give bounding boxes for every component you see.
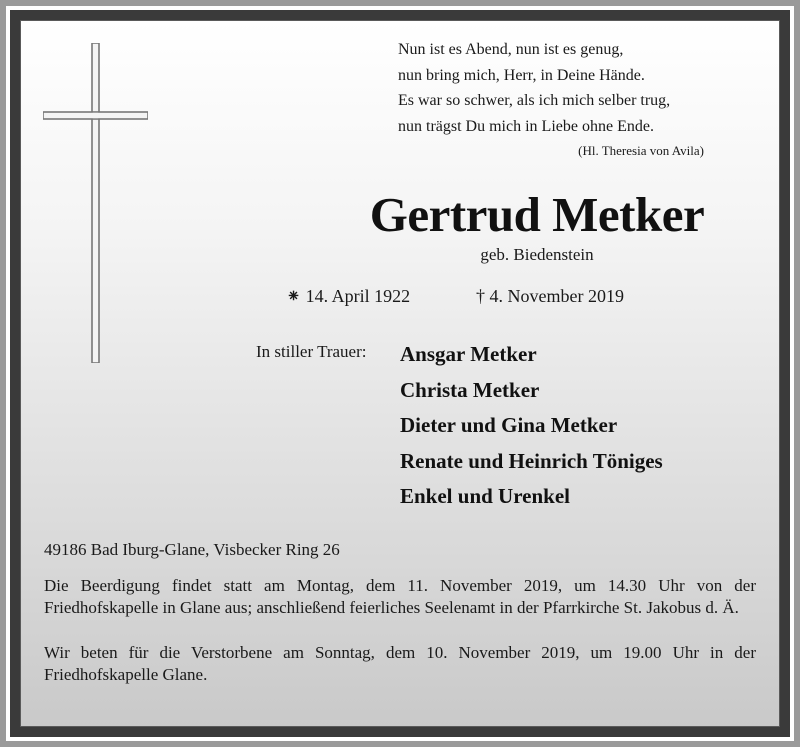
- poem-line: Es war so schwer, als ich mich selber trug,: [398, 92, 671, 109]
- mourner-name: Christa Metker: [400, 377, 540, 402]
- poem-line: nun trägst Du mich in Liebe ohne Ende.: [398, 117, 654, 135]
- mourner-name: Dieter und Gina Metker: [400, 413, 618, 437]
- birth-date: ⁕ 14. April 1922: [286, 286, 411, 306]
- poem-line: nun bring mich, Herr, in Deine Hände.: [398, 66, 645, 84]
- poem: [398, 37, 670, 139]
- mourning-label: In stiller Trauer:: [256, 342, 367, 361]
- poem-source: (Hl. Theresia von Avila): [578, 143, 704, 158]
- mourner-name: Renate und Heinrich Töniges: [400, 448, 663, 473]
- address: 49186 Bad Iburg-Glane, Visbecker Ring 26: [44, 540, 340, 559]
- mourners-list: [400, 337, 663, 515]
- deceased-name: Gertrud Metker: [369, 187, 705, 242]
- funeral-text: Die Beerdigung findet statt am Montag, dem 11. November 2019, um 14.30 Uhr von der Friedhofskapelle in Glane aus; anschließend feierliches Seelenamt in der Pfarrkirche St. Jakobus d. Ä.: [44, 576, 756, 617]
- death-date: † 4. November 2019: [476, 286, 624, 306]
- poem-line: Nun ist es Abend, nun ist es genug,: [398, 41, 624, 58]
- mourner-name: Ansgar Metker: [400, 342, 537, 366]
- mourner-name: Enkel und Urenkel: [400, 484, 570, 508]
- obituary-card: [20, 20, 780, 727]
- birth-name: geb. Biedenstein: [480, 245, 594, 264]
- prayer-text: Wir beten für die Verstorbene am Sonntag, dem 10. November 2019, um 19.00 Uhr in der Friedhofskapelle Glane.: [44, 643, 756, 684]
